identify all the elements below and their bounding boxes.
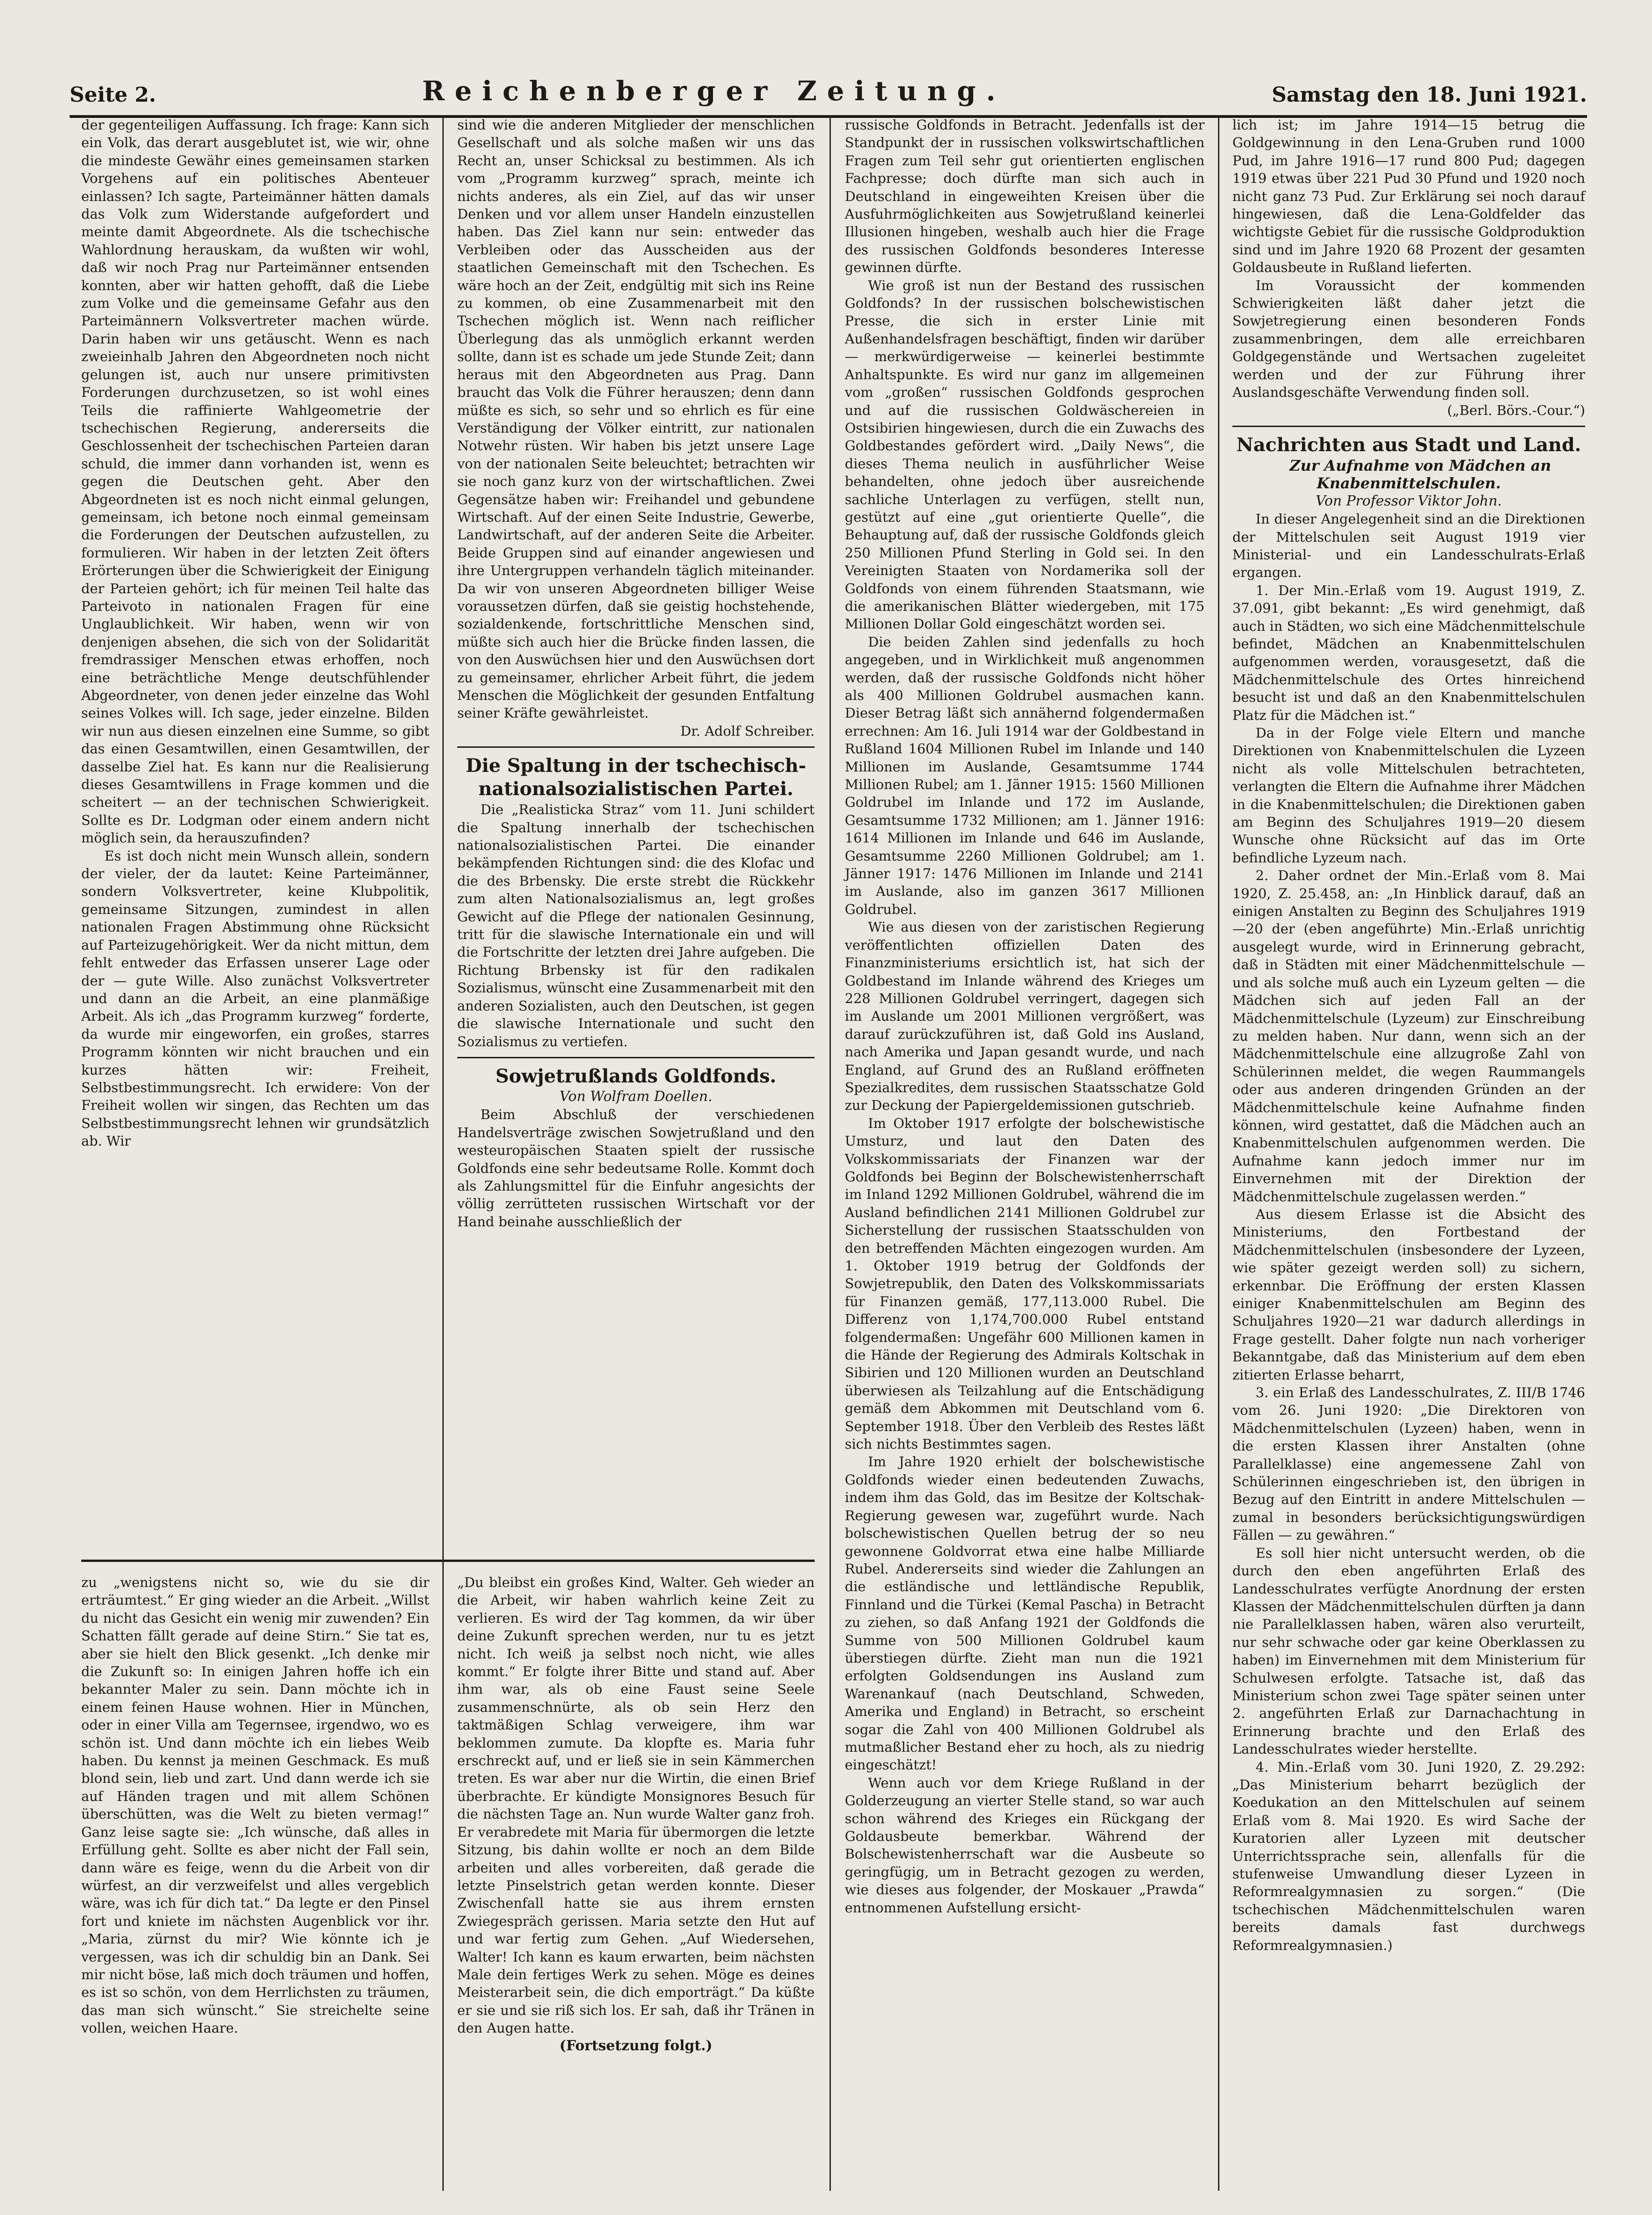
feuilleton-column-2 [457, 1574, 815, 2191]
feuilleton-text: zu „wenigstens nicht so, wie du sie dir erträumtest.“ Er ging wieder an die Arbeit. „Willst du nicht das Gesicht ein wenig mir zuwenden? Ein Schatten fällt gerade auf deine Stirn.“ Sie tat es, aber sie hielt den Blick gesenkt. „Ich denke mir die Zukunft so: In einigen Jahren hoffe ich ein bekannter Maler zu sein. Dann möchte ich in einem feinen Hause wohnen. Hier in München, oder in einer Villa am Tegernsee, irgendwo, wo es schön ist. Und dann möchte ich ein liebes Weib haben. Du kennst ja meinen Geschmack. Es muß blond sein, lieb und zart. Und dann werde ich sie auf Händen tragen und mit allem Schönen überschütten, was die Welt zu bieten vermag!“ Ganz leise sagte sie: „Ich wünsche, daß alles in Erfüllung geht. Sollte es aber nicht der Fall sein, dann wäre es feige, wenn du die Arbeit von dir würfest, an dir verzweifelst und alles vergeblich wäre, was ich für dich tat.“ Da legte er den Pinsel fort und kniete im nächsten Augenblick vor ihr. „Maria, zürnst du mir? Wie könnte ich je vergessen, was ich dir schuldig bin an Dank. Sei mir nicht böse, laß mich doch träumen und hoffen, es ist so schön, von dem Herrlichsten zu träumen, das man sich wünscht.“ Sie streichelte seine vollen, weichen Haare. [81, 1574, 429, 2036]
article-text: lich ist; im Jahre 1914—15 betrug die Goldgewinnung in den Lena-Gruben rund 1000 Pud, im Jahre 1916—17 rund 800 Pud; dagegen 1919 etwas über 221 Pud 30 Pfund und 1920 noch nicht ganz 73 Pud. Zur Erklärung sei noch darauf hingewiesen, daß die Lena-Goldfelder das wichtigste Gebiet für die russische Goldproduktion sind und im Jahre 1920 68 Prozent der gesamten Goldausbeute in Rußland lieferten. [1232, 117, 1585, 276]
article-text: Im Voraussicht der kommenden Schwierigkeiten läßt daher jetzt die Sowjetregierung einen besonderen Fonds zusammenbringen, dem alle erreichbaren Goldgegenstände und Wertsachen zugeleitet werden und der zur Führung ihrer Auslandsgeschäfte Verwendung finden soll. [1232, 277, 1585, 401]
article-text: 4. Min.-Erlaß vom 30. Juni 1920, Z. 29.292: „Das Ministerium beharrt bezüglich der Koedukation an den Mittelschulen auf seinem Erlaß vom 8. Mai 1920. Es wird Sache der Kuratorien aller Lyzeen mit deutscher Unterrichtssprache sein, allenfalls für die stufenweise Umwandlung dieser Lyzeen in Reformrealgymnasien zu sorgen.“ (Die tschechischen Mädchenmittelschulen waren bereits damals fast durchwegs Reformrealgymnasien.) [1232, 1759, 1585, 1953]
divider [457, 746, 815, 748]
article-text: Da in der Folge viele Eltern und manche Direktionen von Knabenmittelschulen die Lyzeen nicht als volle Mittelschulen betrachteten, verlangten die Eltern die Aufnahme ihrer Mädchen in die Knabenmittelschulen; die Direktionen gaben am Beginn des Schuljahres 1919—20 diesem Wunsche ohne Rücksicht auf das im Orte befindliche Lyzeum nach. [1232, 725, 1585, 866]
column-2 [457, 116, 815, 1230]
feuilleton-column-1 [81, 1574, 429, 2191]
column-1 [81, 116, 429, 1546]
article-headline: Sowjetrußlands Goldfonds. [495, 1065, 777, 1087]
article-text: Wie aus diesen von der zaristischen Regierung veröffentlichten offiziellen Daten des Finanzministeriums ersichtlich ist, hat sich der Goldbestand im Inlande während des Krieges um 228 Millionen Goldrubel verringert, dagegen sich im Auslande um 2001 Millionen vergrößert, was darauf zurückzuführen ist, daß Gold ins Ausland, nach Amerika und Japan gesandt wurde, und nach England, auf Grund des an Rußland eröffneten Spezialkredites, dem russischen Staatsschatze Gold zur Deckung der Papiergeldemissionen gutschrieb. [845, 919, 1205, 1114]
article-text: sind wie die anderen Mitglieder der menschlichen Gesellschaft und als solche maßen wir uns das Recht an, unser Schicksal zu bestimmen. Als ich vom „Programm kurzweg“ sprach, meinte ich nichts anderes, als ein Ziel, auf das wir unser Denken und vor allem unser Handeln einzustellen haben. Das Ziel kann nur sein: entweder das Verbleiben oder das Ausscheiden aus der staatlichen Gemeinschaft mit den Tschechen. Es wäre hoch an der Zeit, endgültig mit sich ins Reine zu kommen, ob eine Zusammenarbeit mit den Tschechen möglich ist. Wenn nach reiflicher Überlegung das als unmöglich erkannt werden sollte, dann ist es schade um jede Stunde Zeit; dann heraus mit den Abgeordneten aus Prag. Dann braucht das Volk die Führer herauszen; denn dann müßte es sich, so sehr und so ehrlich es für eine Verständigung der Völker eintritt, zur nationalen Notwehr rüsten. Wir haben bis jetzt unsere Lage von der nationalen Seite beleuchtet; betrachten wir sie noch ganz kurz von der wirtschaftlichen. Zwei Gegensätze haben wir: Freihandel und gebundene Wirtschaft. Auf der einen Seite Industrie, Gewerbe, Landwirtschaft, auf der anderen Seite die Arbeiter. Beide Gruppen sind auf einander angewiesen und ihre Untergruppen verhandeln täglich miteinander. Da wir von unseren Abgeordneten billiger Weise voraussetzen dürfen, daß sie geistig hochstehende, sozialdenkende, fortschrittliche Menschen sind, müßte sich auch hier die Brücke finden lassen, die von den Auswüchsen hier und den Auswüchsen dort zu gemeinsamer, ehrlicher Arbeit führt, die jedem Menschen die Möglichkeit der gesunden Entfaltung seiner Kräfte gewährleistet. [457, 117, 815, 721]
article-text: Es soll hier nicht untersucht werden, ob die durch den eben angeführten Erlaß des Landesschulrates verfügte Anordnung der ersten Klassen der Mädchenmittelschulen dürften ja dann nie Parallelklassen haben, wären also verurteilt, nur sehr schwache oder gar keine Oberklassen zu haben) im Einvernehmen mit dem Ministerium für Schulwesen erfolgte. Tatsache ist, daß das Ministerium schon zwei Tage später seinen unter 2. angeführten Erlaß zur Darnachachtung in Erinnerung brachte und den Erlaß des Landesschulrates wieder herstellte. [1232, 1545, 1585, 1757]
continuation-note: (Fortsetzung folgt.) [559, 2037, 713, 2054]
article-text: Aus diesem Erlasse ist die Absicht des Ministeriums, den Fortbestand der Mädchenmittelschulen (insbesondere der Lyzeen, wie später gezeigt werden soll) zu sichern, erkennbar. Die Eröffnung der ersten Klassen einiger Knabenmittelschulen am Beginn des Schuljahres 1920—21 war dadurch allerdings in Frage gestellt. Daher folgte nun nach vorheriger Bekanntgabe, daß das Ministerium auf dem eben zitierten Erlasse beharrt, [1232, 1206, 1585, 1383]
page-header [70, 60, 1587, 118]
article-text: Wenn auch vor dem Kriege Rußland in der Golderzeugung an vierter Stelle stand, so war auch schon während des Krieges ein Rückgang der Goldausbeute bemerkbar. Während der Bolschewistenherrschaft war die Ausbeute so geringfügig, um in Betracht gezogen zu werden, wie dieses aus folgender, der Moskauer „Prawda“ entnommenen Aufstellung ersicht- [845, 1775, 1205, 1916]
article-text: Die „Realisticka Straz“ vom 11. Juni schildert die Spaltung innerhalb der tschechischen nationalsozialistischen Partei. Die einander bekämpfenden Richtungen sind: die des Klofac und die des Brbensky. Die erste strebt die Rückkehr zum alten Nationalsozialismus an, legt großes Gewicht auf die Pflege der nationalen Gesinnung, tritt für die slawische Internationale ein und will die Fortschritte der letzten drei Jahre aufgeben. Die Richtung Brbensky ist für den radikalen Sozialismus, wünscht eine Zusammenarbeit mit den anderen Sozialisten, auch den Deutschen, ist gegen die slawische Internationale und sucht den Sozialismus zu vertiefen. [457, 802, 815, 1049]
article-text: Beim Abschluß der verschiedenen Handelsverträge zwischen Sowjetrußland und den westeuropäischen Staaten spielt der russische Goldfonds eine sehr bedeutsame Rolle. Kommt doch als Zahlungsmittel für die Einfuhr angesichts der völlig zerrütteten russischen Wirtschaft vor der Hand beinahe ausschließlich der [457, 1107, 815, 1230]
section-headline: Nachrichten aus Stadt und Land. [1236, 434, 1581, 456]
article-text: Im Jahre 1920 erhielt der bolschewistische Goldfonds wieder einen bedeutenden Zuwachs, indem ihm das Gold, das im Besitze der Koltschak-Regierung gewesen war, zugeführt wurde. Nach bolschewistischen Quellen betrug der so neu gewonnene Goldvorrat etwa eine halbe Milliarde Rubel. Andererseits sind wieder die Zahlungen an die estländische und lettländische Republik, Finnland und die Türkei (Kemal Pascha) in Betracht zu ziehen, so daß Anfang 1921 der Goldfonds die Summe von 500 Millionen Goldrubel kaum überstiegen dürfte. Zieht man nun die 1921 erfolgten Goldsendungen ins Ausland zum Warenankauf (nach Deutschland, Schweden, Amerika und England) in Betracht, so erscheint sogar die Zahl von 400 Millionen Goldrubel als mutmaßlicher Bestand eher zu hoch, als zu niedrig eingeschätzt! [845, 1454, 1205, 1773]
article-text: 2. Daher ordnet der Min.-Erlaß vom 8. Mai 1920, Z. 25.458, an: „In Hinblick darauf, daß an einigen Anstalten zu Beginn des Schuljahres 1919—20 der (eben angeführte) Min.-Erlaß unrichtig ausgelegt wurde, wird in Erinnerung gebracht, daß in Städten mit einer Mädchenmittelschule — und als solche muß auch ein Lyzeum gelten — die Mädchen sich auf jeden Fall an der Mädchenmittelschule (Lyzeum) zur Einschreibung zu melden haben. Nur dann, wenn sich an der Mädchenmittelschule eine allzugroße Zahl von Schülerinnen meldet, die wegen Raummangels oder aus anderen dringenden Gründen an der Mädchenmittelschule keine Aufnahme finden können, wird gestattet, daß die Mädchen auch an Knabenmittelschulen aufgenommen werden. Die Aufnahme kann jedoch immer nur im Einvernehmen mit der Direktion der Mädchenmittelschule zugelassen werden.“ [1232, 868, 1585, 1205]
article-text: 3. ein Erlaß des Landesschulrates, Z. III/B 1746 vom 26. Juni 1920: „Die Direktoren von Mädchenmittelschulen (Lyzeen) haben, wenn in die ersten Klassen ihrer Anstalten (ohne Parallelklasse) eine angemessene Zahl von Schülerinnen eingeschrieben ist, den übrigen in Bezug auf den Eintritt in andere Mittelschulen — zumal in besonders berücksichtigungswürdigen Fällen — zu gewähren.“ [1232, 1385, 1585, 1543]
article-text: 1. Der Min.-Erlaß vom 19. August 1919, Z. 37.091, gibt bekannt: „Es wird genehmigt, daß auch in Städten, wo sich eine Mädchenmittelschule befindet, Mädchen an Knabenmittelschulen aufgenommen werden, vorausgesetzt, daß die Mädchenmittelschule des Ortes hinreichend besucht ist und daß an den Knabenmittelschulen Platz für die Mädchen ist.“ [1232, 582, 1585, 723]
column-rule [829, 116, 831, 2191]
source-note: („Berl. Börs.-Cour.“) [1447, 402, 1585, 418]
feuilleton-rule [81, 1560, 815, 1562]
divider [1232, 426, 1585, 427]
article-headline: Die Spaltung in der tschechisch-nationalsozialistischen Partei. [466, 755, 806, 800]
issue-date: Samstag den 18. Juni 1921. [1271, 83, 1587, 107]
column-3 [845, 116, 1205, 2205]
divider [457, 1057, 815, 1058]
article-text: Es ist doch nicht mein Wunsch allein, sondern der vieler, der da lautet: Keine Parteimänner, sondern Volksvertreter, keine Klubpolitik, gemeinsame Sitzungen, zumindest in allen nationalen Fragen Abstimmung ohne Rücksicht auf Parteizugehörigkeit. Wer da nicht mittun, dem fehlt entweder das Erfassen unserer Lage oder der — gute Wille. Also zunächst Volksvertreter und dann an die Arbeit, an eine planmäßige Arbeit. Als ich „das Programm kurzweg“ forderte, da wurde mir eingeworfen, ein großes, starres Programm könnten wir nicht brauchen und ein kurzes hätten wir: Freiheit, Selbstbestimmungsrecht. Ich erwidere: Von der Freiheit wollen wir singen, das Rechten um das Selbstbestimmungsrecht lehnen wir grundsätzlich ab. Wir [81, 848, 429, 1149]
author-signature: Dr. Adolf Schreiber. [680, 723, 815, 739]
newspaper-title: Reichenberger Zeitung. [422, 75, 1006, 107]
article-headline: Zur Aufnahme von Mädchen an Knabenmittelschulen. [1289, 456, 1551, 492]
column-rule [442, 116, 444, 2191]
article-text: Die beiden Zahlen sind jedenfalls zu hoch angegeben, und in Wirklichkeit muß angenommen werden, daß der russische Goldfonds nicht höher als 400 Millionen Goldrubel ausmachen kann. Dieser Betrag läßt sich annähernd folgendermaßen errechnen: Am 16. Juli 1914 war der Goldbestand in Rußland 1604 Millionen Rubel im Inlande und 140 Millionen im Auslande, Gesamtsumme 1744 Millionen Rubel; am 1. Jänner 1915: 1560 Millionen Goldrubel im Inlande und 172 im Auslande, Gesamtsumme 1732 Millionen; am 1. Jänner 1916: 1614 Millionen im Inlande und 646 im Auslande, Gesamtsumme 2260 Millionen Goldrubel; am 1. Jänner 1917: 1476 Millionen im Inlande und 2141 im Auslande, also im ganzen 3617 Millionen Goldrubel. [845, 634, 1205, 917]
article-text: In dieser Angelegenheit sind an die Direktionen der Mittelschulen seit August 1919 vier Ministerial- und ein Landesschulrats-Erlaß ergangen. [1232, 511, 1585, 581]
article-byline: Von Wolfram Doellen. [559, 1088, 713, 1105]
article-text: russische Goldfonds in Betracht. Jedenfalls ist der Standpunkt der in russischen volkswirtschaftlichen Fragen zum Teil sehr gut orientierten englischen Fachpresse; doch dürfte man sich auch in Deutschland in eingeweihten Kreisen über die Ausfuhrmöglichkeiten aus Sowjetrußland keinerlei Illusionen hingeben, weshalb auch hier die Frage des russischen Goldfonds besonderes Interesse gewinnen dürfte. [845, 117, 1205, 276]
article-text: Wie groß ist nun der Bestand des russischen Goldfonds? In der russischen bolschewistischen Presse, die sich in erster Linie mit Außenhandelsfragen beschäftigt, finden wir darüber — merkwürdigerweise — keinerlei bestimmte Anhaltspunkte. Es wird nur ganz im allgemeinen vom „großen“ russischen Goldfonds gesprochen und auf die russischen Goldwäschereien in Ostsibirien hingewiesen, durch die ein Zuwachs des Goldbestandes gefördert wird. „Daily News“, die dieses Thema neulich in ausführlicher Weise behandelten, ohne jedoch über ausreichende sachliche Unterlagen zu verfügen, stellt nun, gestützt auf eine „gut orientierte Quelle“, die Behauptung auf, daß der russische Goldfonds gleich 250 Millionen Pfund Sterling in Gold sei. In den Vereinigten Staaten von Nordamerika soll der Goldfonds von einem führenden Staatsmann, wie die amerikanischen Blätter wiedergeben, mit 175 Millionen Dollar Gold eingeschätzt worden sei. [845, 277, 1205, 632]
feuilleton-text: „Du bleibst ein großes Kind, Walter. Geh wieder an die Arbeit, wir haben wahrlich keine Zeit zu verlieren. Es wird der Tag kommen, da wir über deine Zukunft sprechen werden, nur tu es jetzt nicht. Ich weiß ja selbst noch nicht, wie alles kommt.“ Er folgte ihrer Bitte und stand auf. Aber ihm war, als ob eine Faust seine Seele zusammenschnürte, als ob sein Herz den taktmäßigen Schlag verweigere, ihm war beklommen zumute. Da klopfte es. Maria fuhr erschreckt auf, und er ließ sie in sein Kämmerchen treten. Es war aber nur die Wirtin, die einen Brief überbrachte. Er kündigte Monsignores Besuch für die nächsten Tage an. Nun wurde Walter ganz froh. Er verabredete mit Maria für übermorgen die letzte Sitzung, bis dahin wollte er noch an dem Bilde arbeiten und alles vorbereiten, daß gerade die letzte Pinselstrich getan werden konnte. Dieser Zwischenfall hatte sie aus ihrem ernsten Zwiegespräch gerissen. Maria setzte den Hut auf und war fertig zum Gehen. „Auf Wiedersehen, Walter! Ich kann es kaum erwarten, beim nächsten Male dein fertiges Werk zu sehen. Möge es deines Meisterarbeit sein, die dich emporträgt.“ Da küßte er sie und sie riß sich los. Er sah, daß ihr Tränen in den Augen hatte. [457, 1574, 815, 2036]
article-text: Im Oktober 1917 erfolgte der bolschewistische Umsturz, und laut den Daten des Volkskommissariats der Finanzen war der Goldfonds bei Beginn der Bolschewistenherrschaft im Inland 1292 Millionen Goldrubel, während die im Ausland befindlichen 2141 Millionen Goldrubel zur Sicherstellung der russischen Staatsschulden von den betreffenden Mächten eingezogen wurden. Am 1. Oktober 1919 betrug der Goldfonds der Sowjetrepublik, den Daten des Volkskommissariats für Finanzen gemäß, 177,113.000 Rubel. Die Differenz von 1,174,700.000 Rubel entstand folgendermaßen: Ungefähr 600 Millionen kamen in die Hände der Regierung des Admirals Koltschak in Sibirien und 120 Millionen wurden an Deutschland überwiesen als Teilzahlung auf die Entschädigung gemäß dem Abkommen mit Deutschland vom 6. September 1918. Über den Verbleib des Restes läßt sich nichts Bestimmtes sagen. [845, 1115, 1205, 1452]
column-rule [1218, 116, 1219, 2191]
article-byline: Von Professor Viktor John. [1315, 492, 1502, 509]
article-text: der gegenteiligen Auffassung. Ich frage: Kann sich ein Volk, das derart ausgeblutet ist, wie wir, ohne die mindeste Gewähr eines gemeinsamen starken Vorgehens auf ein politisches Abenteuer einlassen? Ich sagte, Parteimänner hätten damals das Volk zum Widerstande aufgefordert und meinte damit Abgeordnete. Als die tschechische Wahlordnung herauskam, da wußten wir wohl, daß wir noch Prag nur Parteimänner entsenden konnten, aber wir hatten gehofft, daß die Liebe zum Volke und die gemeinsame Gefahr aus den Parteimännern Volksvertreter machen würde. Darin haben wir uns getäuscht. Wenn es nach zweieinhalb Jahren den Abgeordneten noch nicht gelungen ist, auch nur unsere primitivsten Forderungen durchzusetzen, so ist wohl eines Teils die raffinierte Wahlgeometrie der tschechischen Regierung, andererseits die Geschlossenheit der tschechischen Parteien daran schuld, die immer dann vorhanden ist, wenn es gegen die Deutschen geht. Aber den Abgeordneten ist es noch nicht einmal gelungen, gemeinsam, ich betone noch einmal gemeinsam die Forderungen der Deutschen aufzustellen, zu formulieren. Wir haben in der letzten Zeit öfters Erörterungen über die Schwierigkeit der Einigung der Parteien gehört; ich für meinen Teil halte das Parteivoto in nationalen Fragen für eine Unglaublichkeit. Wir haben, wenn wir von denjenigen absehen, die sich von der Solidarität fremdrassiger Menschen etwas erhoffen, noch eine beträchtliche Menge deutschfühlender Abgeordneter, von denen jeder einzelne das Wohl seines Volkes will. Ich sage, jeder einzelne. Bilden wir nun aus diesen einzelnen eine Summe, so gibt das einen Gesamtwillen, einen Gesamtwillen, der dasselbe Ziel hat. Es kann nur die Realisierung dieses Gesamtwillens in Frage kommen und die scheitert — an der technischen Schwierigkeit. Sollte es Dr. Lodgman oder einem andern nicht möglich sein, da herauszufinden? [81, 117, 429, 846]
column-4 [1232, 116, 1585, 2205]
page-number: Seite 2. [70, 83, 156, 107]
